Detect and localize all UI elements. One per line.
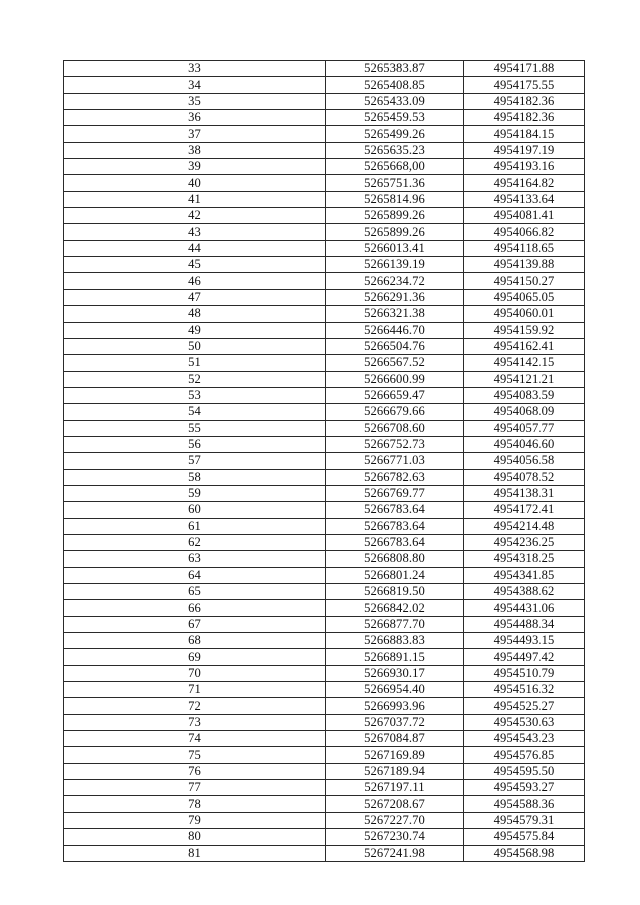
table-row: [64, 371, 585, 387]
point-number-cell: 61: [64, 518, 326, 534]
y-coordinate-cell: 4954172.41: [464, 502, 585, 518]
x-coordinate-cell: 5266708.60: [326, 420, 464, 436]
x-coordinate-cell: 5266783.64: [326, 502, 464, 518]
x-coordinate-cell: 5266782.63: [326, 469, 464, 485]
x-coordinate-cell: 5267169.89: [326, 747, 464, 763]
table-row: [64, 93, 585, 109]
y-coordinate-cell: 4954575.84: [464, 829, 585, 845]
point-number-cell: 73: [64, 714, 326, 730]
point-number-cell: 49: [64, 322, 326, 338]
point-number-cell: 43: [64, 224, 326, 240]
table-row: [64, 159, 585, 175]
x-coordinate-cell: 5265459.53: [326, 110, 464, 126]
y-coordinate-cell: 4954525.27: [464, 698, 585, 714]
point-number-cell: 48: [64, 306, 326, 322]
point-number-cell: 62: [64, 534, 326, 550]
point-number-cell: 41: [64, 191, 326, 207]
y-coordinate-cell: 4954066.82: [464, 224, 585, 240]
y-coordinate-cell: 4954593.27: [464, 780, 585, 796]
x-coordinate-cell: 5265668,00: [326, 159, 464, 175]
y-coordinate-cell: 4954138.31: [464, 485, 585, 501]
table-row: [64, 502, 585, 518]
point-number-cell: 57: [64, 453, 326, 469]
y-coordinate-cell: 4954150.27: [464, 273, 585, 289]
table-row: [64, 338, 585, 354]
y-coordinate-cell: 4954060.01: [464, 306, 585, 322]
table-row: [64, 698, 585, 714]
table-row: [64, 110, 585, 126]
table-row: [64, 175, 585, 191]
y-coordinate-cell: 4954142.15: [464, 355, 585, 371]
x-coordinate-cell: 5267037.72: [326, 714, 464, 730]
x-coordinate-cell: 5265433.09: [326, 93, 464, 109]
x-coordinate-cell: 5267189.94: [326, 763, 464, 779]
y-coordinate-cell: 4954159.92: [464, 322, 585, 338]
y-coordinate-cell: 4954488.34: [464, 616, 585, 632]
y-coordinate-cell: 4954182.36: [464, 110, 585, 126]
x-coordinate-cell: 5265383.87: [326, 61, 464, 77]
x-coordinate-cell: 5266321.38: [326, 306, 464, 322]
x-coordinate-cell: 5266659.47: [326, 387, 464, 403]
y-coordinate-cell: 4954214.48: [464, 518, 585, 534]
x-coordinate-cell: 5265499.26: [326, 126, 464, 142]
y-coordinate-cell: 4954065.05: [464, 289, 585, 305]
point-number-cell: 38: [64, 142, 326, 158]
x-coordinate-cell: 5265899.26: [326, 208, 464, 224]
point-number-cell: 33: [64, 61, 326, 77]
point-number-cell: 40: [64, 175, 326, 191]
x-coordinate-cell: 5266819.50: [326, 584, 464, 600]
y-coordinate-cell: 4954193.16: [464, 159, 585, 175]
y-coordinate-cell: 4954576.85: [464, 747, 585, 763]
point-number-cell: 80: [64, 829, 326, 845]
table-row: [64, 747, 585, 763]
point-number-cell: 63: [64, 551, 326, 567]
table-row: [64, 518, 585, 534]
y-coordinate-cell: 4954046.60: [464, 436, 585, 452]
point-number-cell: 65: [64, 584, 326, 600]
x-coordinate-cell: 5266954.40: [326, 682, 464, 698]
y-coordinate-cell: 4954530.63: [464, 714, 585, 730]
y-coordinate-cell: 4954068.09: [464, 404, 585, 420]
y-coordinate-cell: 4954493.15: [464, 633, 585, 649]
point-number-cell: 74: [64, 731, 326, 747]
point-number-cell: 72: [64, 698, 326, 714]
x-coordinate-cell: 5267230.74: [326, 829, 464, 845]
table-row: [64, 224, 585, 240]
point-number-cell: 64: [64, 567, 326, 583]
y-coordinate-cell: 4954568.98: [464, 845, 585, 861]
table-row: [64, 257, 585, 273]
point-number-cell: 55: [64, 420, 326, 436]
table-row: [64, 812, 585, 828]
x-coordinate-cell: 5266801.24: [326, 567, 464, 583]
table-row: [64, 485, 585, 501]
table-row: [64, 633, 585, 649]
point-number-cell: 53: [64, 387, 326, 403]
y-coordinate-cell: 4954516.32: [464, 682, 585, 698]
coordinates-table-body: [64, 61, 585, 862]
x-coordinate-cell: 5267197.11: [326, 780, 464, 796]
point-number-cell: 81: [64, 845, 326, 861]
y-coordinate-cell: 4954081.41: [464, 208, 585, 224]
y-coordinate-cell: 4954236.25: [464, 534, 585, 550]
y-coordinate-cell: 4954164.82: [464, 175, 585, 191]
x-coordinate-cell: 5265635.23: [326, 142, 464, 158]
table-row: [64, 763, 585, 779]
x-coordinate-cell: 5265899.26: [326, 224, 464, 240]
table-row: [64, 126, 585, 142]
x-coordinate-cell: 5266842.02: [326, 600, 464, 616]
point-number-cell: 50: [64, 338, 326, 354]
x-coordinate-cell: 5266769.77: [326, 485, 464, 501]
y-coordinate-cell: 4954197.19: [464, 142, 585, 158]
x-coordinate-cell: 5266877.70: [326, 616, 464, 632]
point-number-cell: 59: [64, 485, 326, 501]
x-coordinate-cell: 5266139.19: [326, 257, 464, 273]
y-coordinate-cell: 4954579.31: [464, 812, 585, 828]
table-row: [64, 567, 585, 583]
x-coordinate-cell: 5267241.98: [326, 845, 464, 861]
table-row: [64, 534, 585, 550]
point-number-cell: 45: [64, 257, 326, 273]
point-number-cell: 77: [64, 780, 326, 796]
table-row: [64, 404, 585, 420]
point-number-cell: 44: [64, 240, 326, 256]
point-number-cell: 39: [64, 159, 326, 175]
table-row: [64, 306, 585, 322]
point-number-cell: 60: [64, 502, 326, 518]
y-coordinate-cell: 4954510.79: [464, 665, 585, 681]
point-number-cell: 67: [64, 616, 326, 632]
table-row: [64, 616, 585, 632]
table-row: [64, 780, 585, 796]
x-coordinate-cell: 5266783.64: [326, 518, 464, 534]
y-coordinate-cell: 4954497.42: [464, 649, 585, 665]
y-coordinate-cell: 4954431.06: [464, 600, 585, 616]
table-row: [64, 665, 585, 681]
y-coordinate-cell: 4954184.15: [464, 126, 585, 142]
table-row: [64, 355, 585, 371]
point-number-cell: 51: [64, 355, 326, 371]
y-coordinate-cell: 4954388.62: [464, 584, 585, 600]
y-coordinate-cell: 4954595.50: [464, 763, 585, 779]
x-coordinate-cell: 5266883.83: [326, 633, 464, 649]
x-coordinate-cell: 5265751.36: [326, 175, 464, 191]
point-number-cell: 68: [64, 633, 326, 649]
x-coordinate-cell: 5266752.73: [326, 436, 464, 452]
y-coordinate-cell: 4954341.85: [464, 567, 585, 583]
x-coordinate-cell: 5267227.70: [326, 812, 464, 828]
y-coordinate-cell: 4954175.55: [464, 77, 585, 93]
table-row: [64, 289, 585, 305]
y-coordinate-cell: 4954162.41: [464, 338, 585, 354]
y-coordinate-cell: 4954056.58: [464, 453, 585, 469]
x-coordinate-cell: 5266291.36: [326, 289, 464, 305]
point-number-cell: 70: [64, 665, 326, 681]
y-coordinate-cell: 4954318.25: [464, 551, 585, 567]
point-number-cell: 54: [64, 404, 326, 420]
x-coordinate-cell: 5266567.52: [326, 355, 464, 371]
table-row: [64, 551, 585, 567]
y-coordinate-cell: 4954543.23: [464, 731, 585, 747]
point-number-cell: 35: [64, 93, 326, 109]
x-coordinate-cell: 5266930.17: [326, 665, 464, 681]
x-coordinate-cell: 5265408.85: [326, 77, 464, 93]
point-number-cell: 37: [64, 126, 326, 142]
coordinates-table: [63, 60, 585, 862]
x-coordinate-cell: 5266013.41: [326, 240, 464, 256]
table-row: [64, 829, 585, 845]
x-coordinate-cell: 5266234.72: [326, 273, 464, 289]
y-coordinate-cell: 4954139.88: [464, 257, 585, 273]
point-number-cell: 79: [64, 812, 326, 828]
x-coordinate-cell: 5265814.96: [326, 191, 464, 207]
table-row: [64, 191, 585, 207]
y-coordinate-cell: 4954057.77: [464, 420, 585, 436]
x-coordinate-cell: 5266771.03: [326, 453, 464, 469]
table-row: [64, 142, 585, 158]
point-number-cell: 36: [64, 110, 326, 126]
y-coordinate-cell: 4954171.88: [464, 61, 585, 77]
x-coordinate-cell: 5266679.66: [326, 404, 464, 420]
table-row: [64, 731, 585, 747]
point-number-cell: 52: [64, 371, 326, 387]
x-coordinate-cell: 5266600.99: [326, 371, 464, 387]
y-coordinate-cell: 4954121.21: [464, 371, 585, 387]
table-row: [64, 469, 585, 485]
y-coordinate-cell: 4954078.52: [464, 469, 585, 485]
table-row: [64, 649, 585, 665]
y-coordinate-cell: 4954182.36: [464, 93, 585, 109]
x-coordinate-cell: 5267084.87: [326, 731, 464, 747]
x-coordinate-cell: 5266993.96: [326, 698, 464, 714]
table-row: [64, 61, 585, 77]
table-row: [64, 845, 585, 861]
point-number-cell: 75: [64, 747, 326, 763]
x-coordinate-cell: 5266504.76: [326, 338, 464, 354]
point-number-cell: 69: [64, 649, 326, 665]
y-coordinate-cell: 4954588.36: [464, 796, 585, 812]
table-row: [64, 796, 585, 812]
x-coordinate-cell: 5266783.64: [326, 534, 464, 550]
point-number-cell: 42: [64, 208, 326, 224]
point-number-cell: 76: [64, 763, 326, 779]
x-coordinate-cell: 5266446.70: [326, 322, 464, 338]
table-row: [64, 208, 585, 224]
table-row: [64, 584, 585, 600]
table-row: [64, 600, 585, 616]
point-number-cell: 34: [64, 77, 326, 93]
point-number-cell: 58: [64, 469, 326, 485]
y-coordinate-cell: 4954133.64: [464, 191, 585, 207]
point-number-cell: 66: [64, 600, 326, 616]
y-coordinate-cell: 4954083.59: [464, 387, 585, 403]
x-coordinate-cell: 5267208.67: [326, 796, 464, 812]
point-number-cell: 56: [64, 436, 326, 452]
table-row: [64, 77, 585, 93]
table-row: [64, 322, 585, 338]
table-row: [64, 682, 585, 698]
x-coordinate-cell: 5266808.80: [326, 551, 464, 567]
point-number-cell: 71: [64, 682, 326, 698]
point-number-cell: 78: [64, 796, 326, 812]
table-row: [64, 714, 585, 730]
x-coordinate-cell: 5266891.15: [326, 649, 464, 665]
point-number-cell: 46: [64, 273, 326, 289]
table-row: [64, 387, 585, 403]
table-row: [64, 453, 585, 469]
y-coordinate-cell: 4954118.65: [464, 240, 585, 256]
point-number-cell: 47: [64, 289, 326, 305]
table-row: [64, 240, 585, 256]
table-row: [64, 273, 585, 289]
table-row: [64, 420, 585, 436]
table-row: [64, 436, 585, 452]
